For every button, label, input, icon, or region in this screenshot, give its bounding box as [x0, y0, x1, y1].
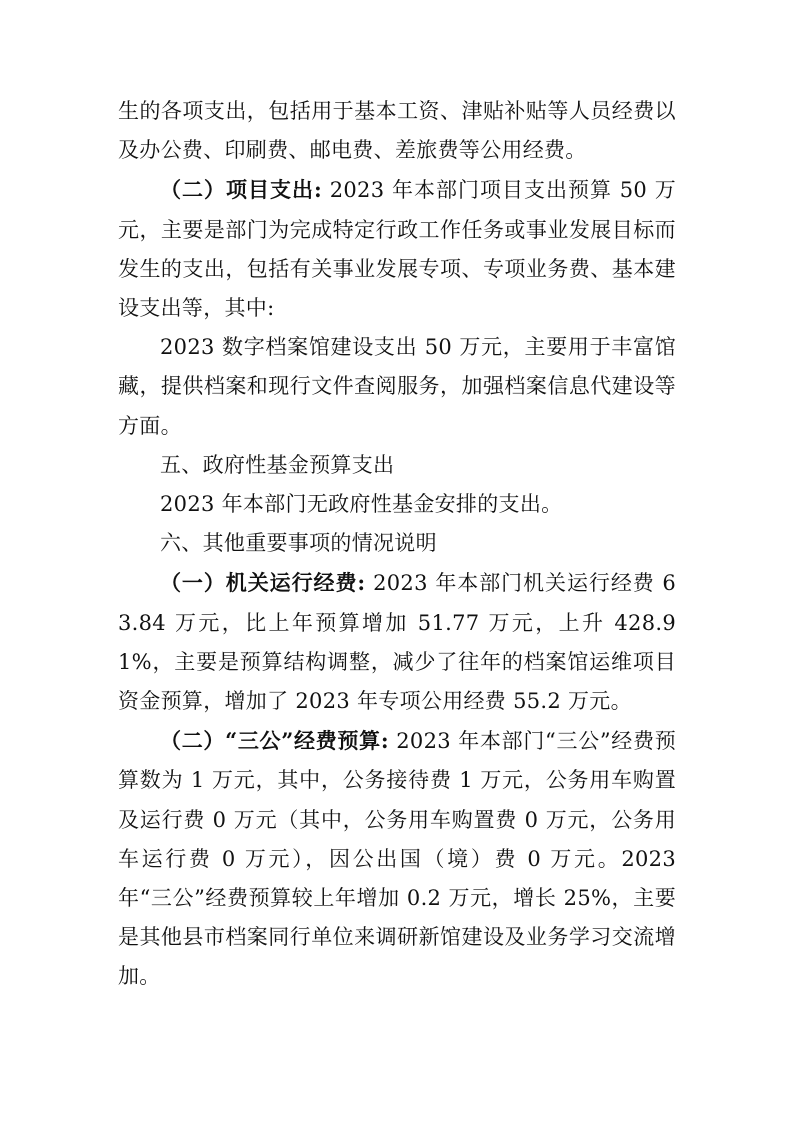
document-page	[118, 92, 676, 997]
paragraph-lead: （一）机关运行经费:	[160, 570, 366, 596]
paragraph-project-expenditure	[118, 170, 676, 328]
paragraph-text: 2023 数字档案馆建设支出 50 万元，主要用于丰富馆藏，提供档案和现行文件查阅服务，加强档案信息代建设等方面。	[118, 335, 676, 438]
paragraph-text: 2023 年本部门无政府性基金安排的支出。	[160, 492, 563, 517]
paragraph-text: 2023 年本部门项目支出预算 50 万元，主要是部门为完成特定行政工作任务或事业发展目标而发生的支出，包括有关事业发展专项、专项业务费、基本建设支出等，其中:	[118, 178, 676, 321]
paragraph-government-fund	[118, 485, 676, 524]
paragraph-lead: （二）“三公”经费预算:	[160, 728, 389, 754]
paragraph-operating-expenses	[118, 563, 676, 721]
paragraph-expense-continuation	[118, 92, 676, 170]
paragraph-three-public-expenses	[118, 721, 676, 996]
paragraph-text: 生的各项支出，包括用于基本工资、津贴补贴等人员经费以及办公费、印刷费、邮电费、差旅费等公用经费。	[118, 99, 676, 163]
section-heading-other-matters: 六、其他重要事项的情况说明	[160, 531, 437, 556]
paragraph-text: 2023 年本部门“三公”经费预算数为 1 万元，其中，公务接待费 1 万元，公务用车购置及运行费 0 万元（其中，公务用车购置费 0 万元，公务用车运行费 0 万元），因公出国（境）费 0 万元。2023 年“三公”经费预算较上年增加 0.2 万元，增长 25%，主要是其他县市档案同行单位来调研新馆建设及业务学习交流增加。	[118, 729, 676, 989]
section-heading-government-fund: 五、政府性基金预算支出	[160, 452, 395, 477]
paragraph-digital-archive	[118, 328, 676, 446]
paragraph-text: 2023 年本部门机关运行经费 63.84 万元，比上年预算增加 51.77 万元，上升 428.91%，主要是预算结构调整，减少了往年的档案馆运维项目资金预算，增加了 2023 年专项公用经费 55.2 万元。	[118, 571, 676, 714]
paragraph-lead: （二）项目支出:	[160, 177, 323, 203]
